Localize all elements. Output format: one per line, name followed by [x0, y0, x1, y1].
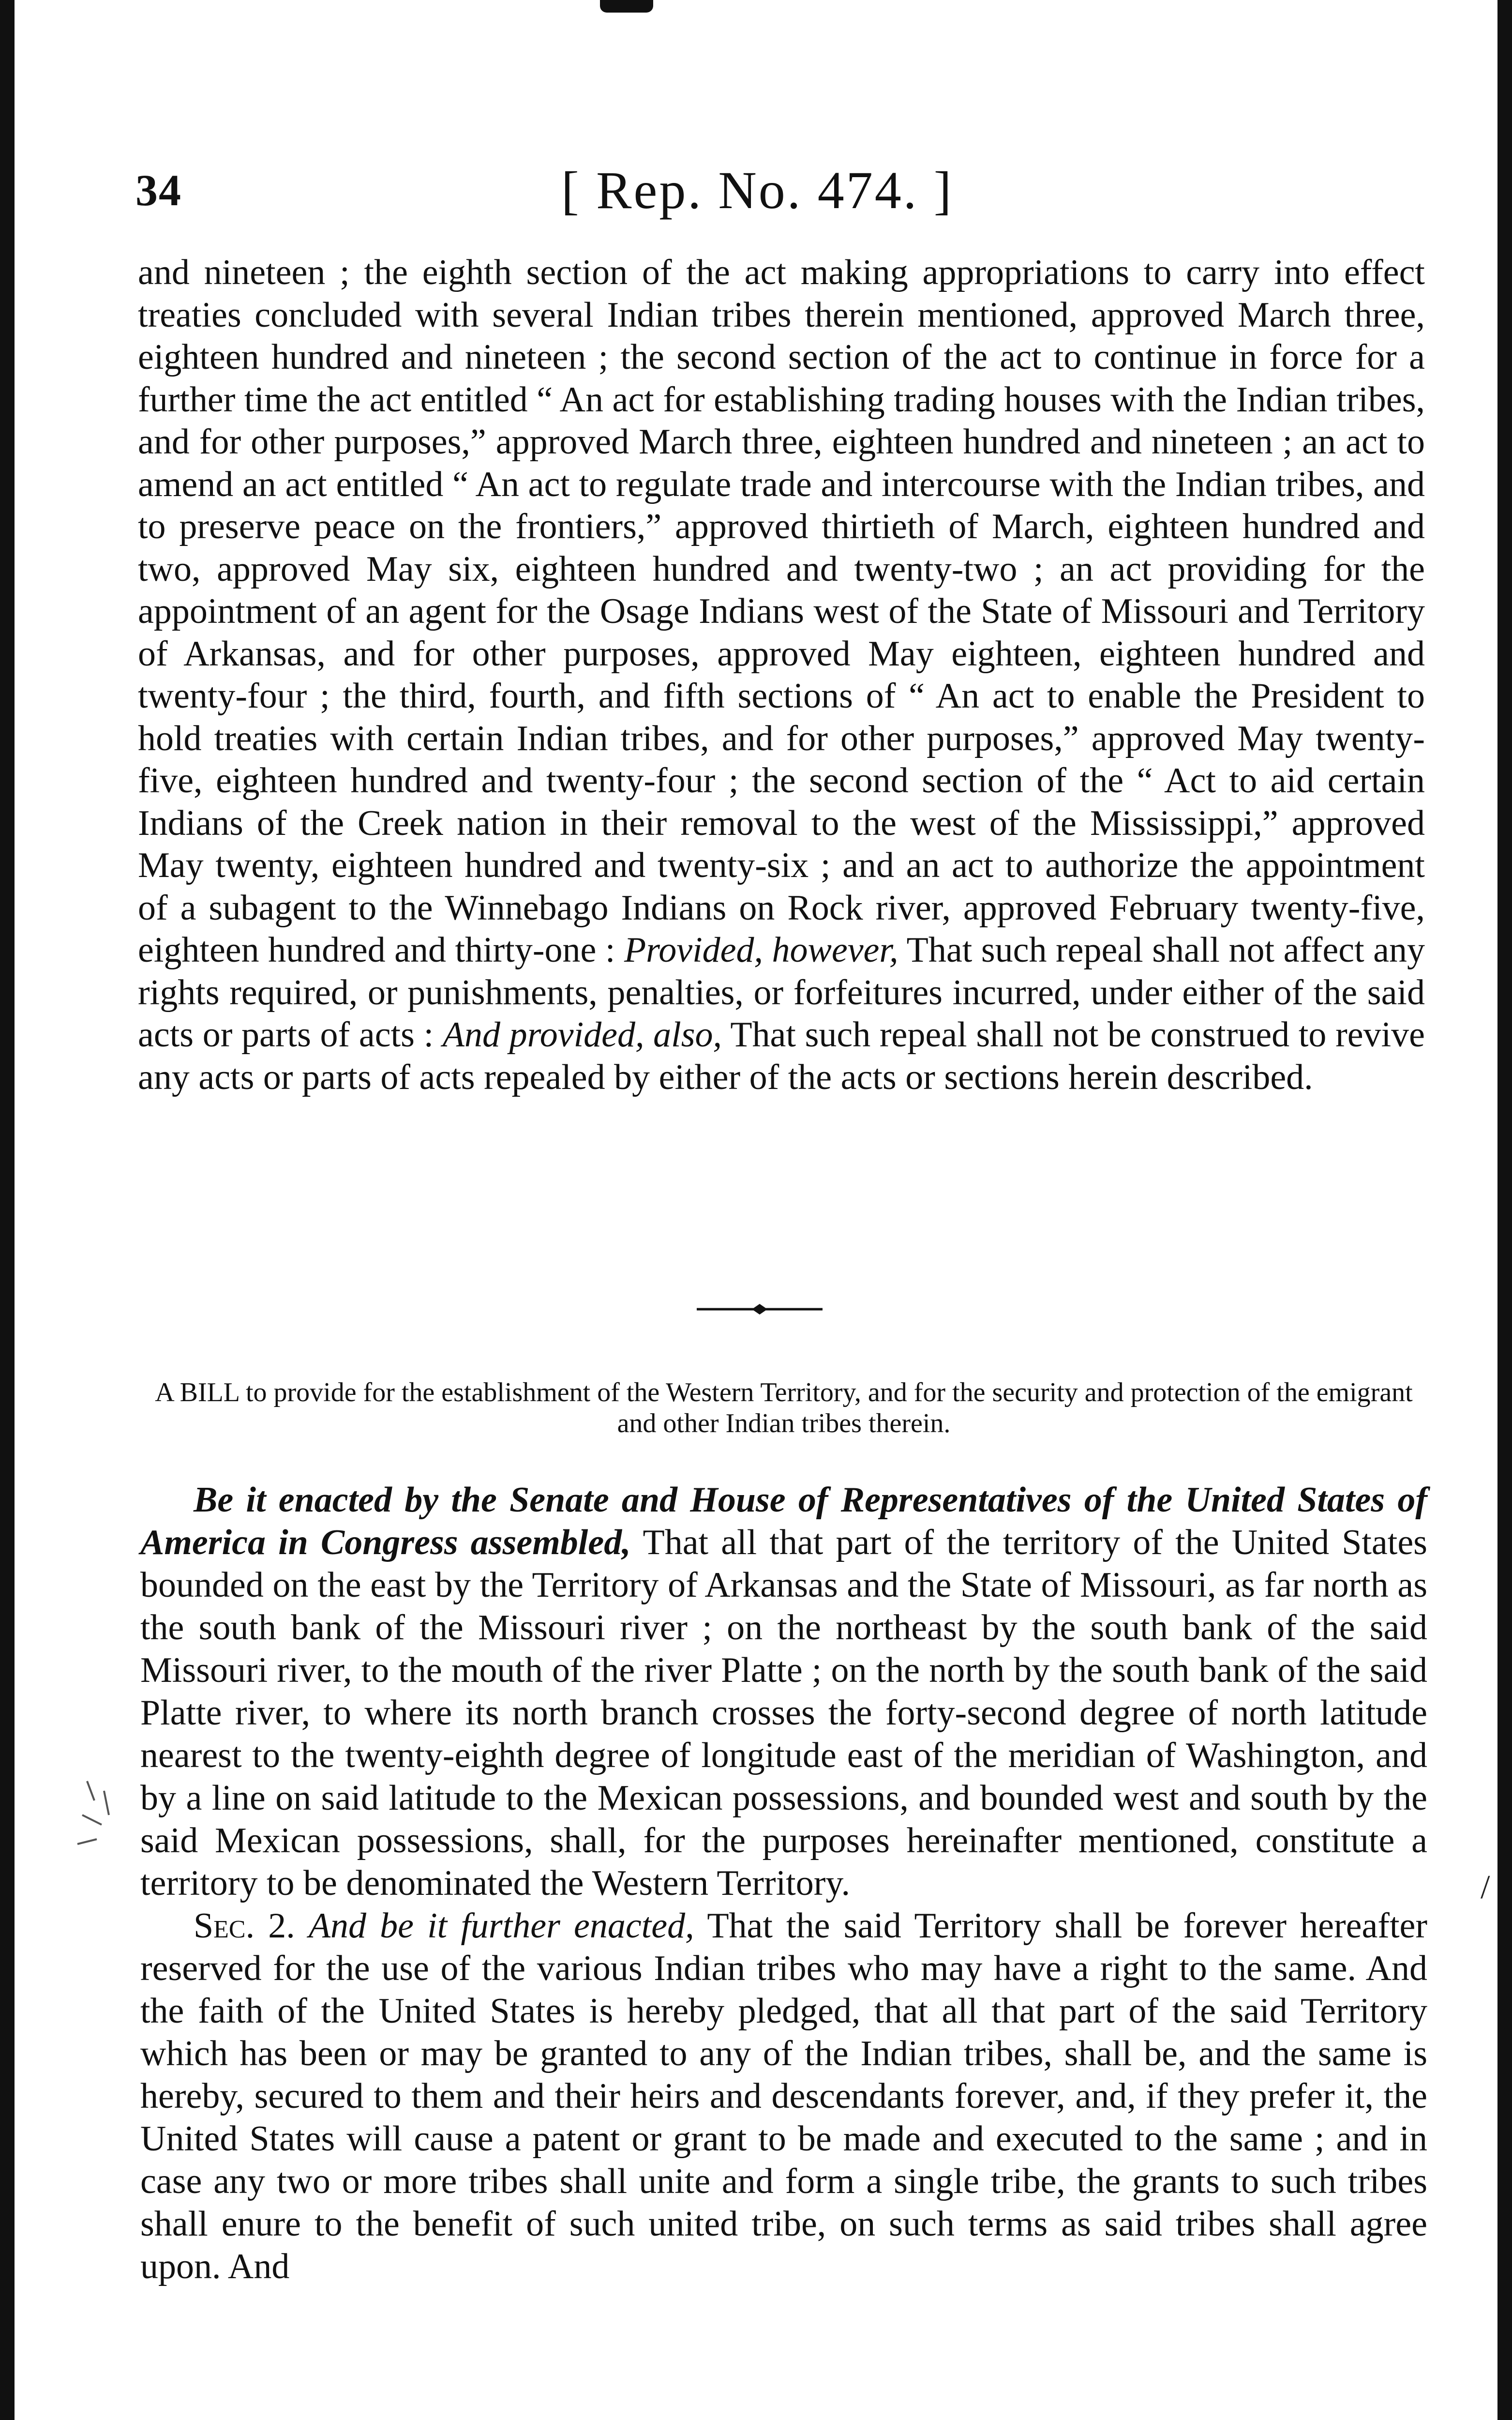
- section-2-text: That the said Territory shall be forever hereafter reserved for the use of the various Indian tribes who may have a right to the same. And the faith of the United States is hereby pledged, that all that part of the said Territory which has been or may be granted to any of the Indian tribes, shall be, and the same is hereby, secured to them and their heirs and descendants forever, and, if they prefer it, the United States will cause a patent or grant to be made and executed to the same ; and in case any two or more tribes shall unite and form a single tribe, the grants to such tribes shall enure to the benefit of such united tribe, on such terms as said tribes shall agree upon. And: [140, 1906, 1427, 2286]
- section-2-paragraph: [140, 1905, 1427, 2288]
- bill-title: A BILL to provide for the establishment of the Western Territory, and for the security and protection of the emigrant and other Indian tribes therein.: [155, 1377, 1413, 1438]
- page-number: 34: [135, 166, 182, 215]
- proviso-2-label: And provided, also,: [442, 1015, 722, 1055]
- bill-body: [140, 1479, 1427, 2288]
- section-divider-ornament: [697, 1302, 823, 1316]
- margin-mark: /: [1481, 1869, 1490, 1906]
- proviso-2-text: That such repeal shall not be construed to revive any acts or parts of acts repealed by either of the acts or sections herein described.: [138, 1015, 1425, 1097]
- scan-binding-tab: [600, 0, 653, 13]
- enacting-clause: Be it enacted by the Senate and House of Representatives of the United States of America in Congress assembled,: [140, 1480, 1427, 1562]
- scan-border-left: [0, 0, 15, 2420]
- section-2-label: Sec. 2.: [194, 1906, 295, 1946]
- ink-smudge-mark: [68, 1771, 126, 1868]
- section-2-em: And be it further enacted,: [308, 1906, 694, 1946]
- running-head: [ Rep. No. 474. ]: [561, 161, 954, 220]
- proviso-1-text: That such repeal shall not affect any rights required, or punishments, penalties, or forfeitures incurred, under either of the said acts or parts of acts :: [138, 930, 1425, 1055]
- scan-border-right: [1497, 0, 1512, 2420]
- section-1-text: That all that part of the territory of the United States bounded on the east by the Territory of Arkansas and the State of Missouri, as far north as the south bank of the Missouri river ; on the northeast by the south bank of the said Missouri river, to the mouth of the river Platte ; on the north by the south bank of the said Platte river, to where its north branch crosses the forty-second degree of north latitude nearest to the twenty-eighth degree of longitude east of the meridian of Washington, and by a line on said latitude to the Mexican possessions, and bounded west and south by the said Mexican possessions, shall, for the purposes hereinafter mentioned, constitute a territory to be denominated the Western Territory.: [140, 1523, 1427, 1903]
- continuation-text: and nineteen ; the eighth section of the act making appropriations to carry into effect treaties concluded with several Indian tribes therein mentioned, approved March three, eighteen hundred and nineteen ; the second section of the act to continue in force for a further time the act entitled “ An act for establishing trading houses with the Indian tribes, and for other purposes,” approved March three, eighteen hundred and nineteen ; an act to amend an act entitled “ An act to regulate trade and intercourse with the Indian tribes, and to preserve peace on the frontiers,” approved thirtieth of March, eighteen hundred and two, approved May six, eighteen hundred and twenty-two ; an act providing for the appointment of an agent for the Osage Indians west of the State of Missouri and Territory of Arkansas, and for other purposes, approved May eighteen, eighteen hundred and twenty-four ; the third, fourth, and fifth sections of “ An act to enable the President to hold treaties with certain Indian tribes, and for other purposes,” approved May twenty-five, eighteen hundred and twenty-four ; the second section of the “ Act to aid certain Indians of the Creek nation in their removal to the west of the Mississippi,” approved May twenty, eighteen hundred and twenty-six ; and an act to authorize the appointment of a subagent to the Winnebago Indians on Rock river, approved February twenty-five, eighteen hundred and thirty-one :: [138, 253, 1425, 970]
- section-1-paragraph: [140, 1479, 1427, 1905]
- continuation-paragraph: [138, 252, 1425, 1099]
- proviso-1-label: Provided, however,: [624, 930, 898, 970]
- page-header: [135, 160, 1413, 232]
